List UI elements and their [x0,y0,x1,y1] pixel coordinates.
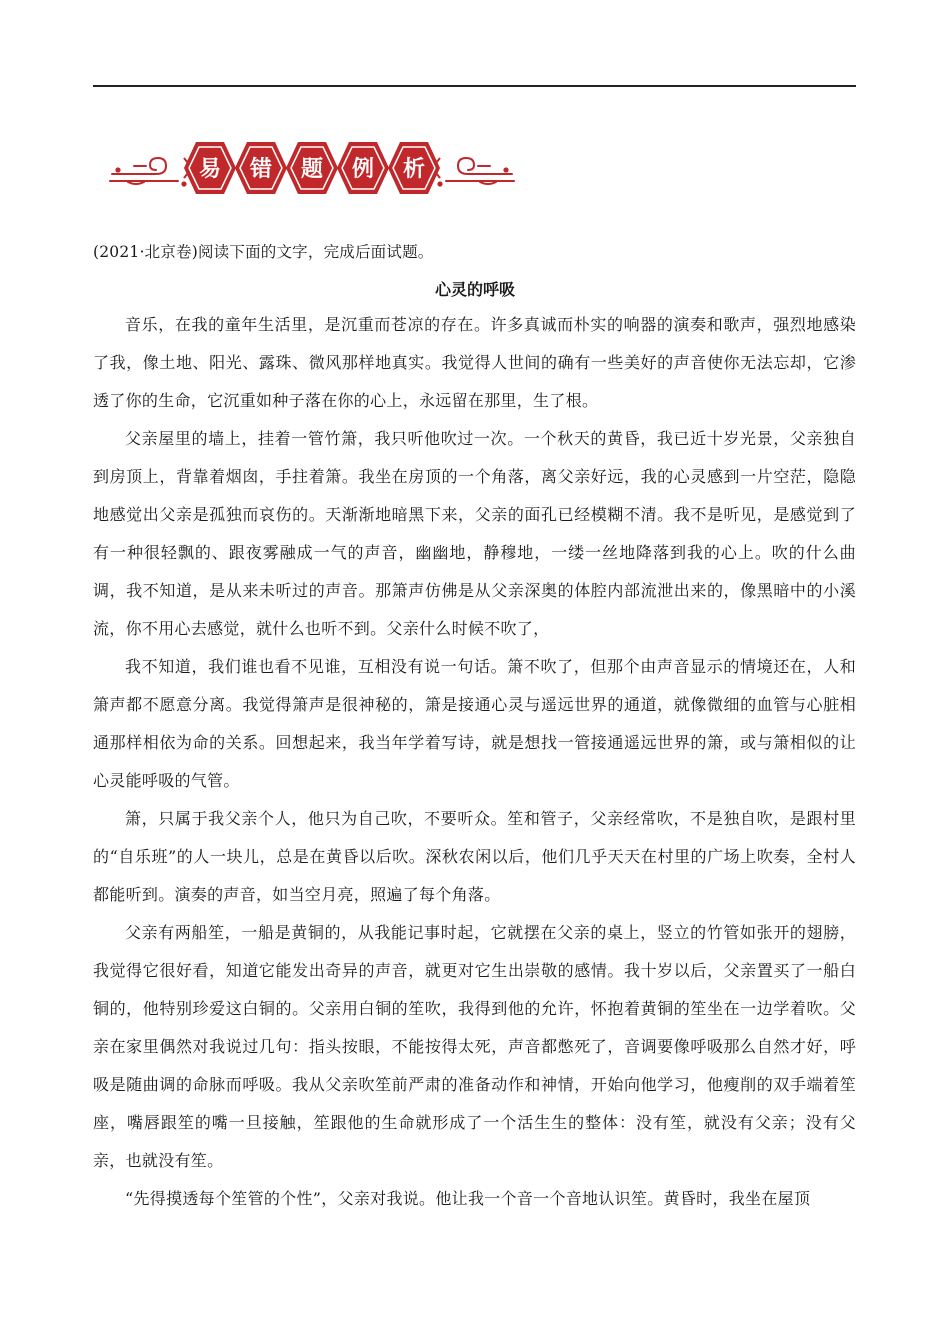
article-paragraph: “先得摸透每个笙管的个性”，父亲对我说。他让我一个音一个音地认识笙。黄昏时，我坐在屋顶 [125,1189,811,1208]
left-scroll-ornament [110,158,186,186]
article-paragraph: 箫，只属于我父亲个人，他只为自己吹，不要听众。笙和管子，父亲经常吹，不是独自吹，是跟村里的“自乐班”的人一块儿，总是在黄昏以后吹。深秋农闲以后，他们几乎天天在村里的广场上吹奏，全村人都能听到。演奏的声音，如当空月亮，照遍了每个角落。 [93,809,856,904]
article-paragraph: 父亲屋里的墙上，挂着一管竹箫，我只听他吹过一次。一个秋天的黄昏，我已近十岁光景，父亲独自到房顶上，背靠着烟囱，手拄着箫。我坐在房顶的一个角落，离父亲好远，我的心灵感到一片空茫，隐隐地感觉出父亲是孤独而哀伤的。天渐渐地暗黑下来，父亲的面孔已经模糊不清。我不是听见，是感觉到了有一种很轻飘的、跟夜雾融成一气的声音，幽幽地，静穆地，一缕一丝地降落到我的心上。吹的什么曲调，我不知道，是从来未听过的声音。那箫声仿佛是从父亲深奥的体腔内部流泄出来的，像黑暗中的小溪流，你不用心去感觉，就什么也听不到。父亲什么时候不吹了， [93,429,856,638]
banner-char: 错 [249,157,273,182]
banner-char: 例 [351,157,375,182]
right-scroll-ornament [438,158,514,186]
banner-char: 易 [198,157,222,182]
article-body [93,306,856,1218]
banner-char: 题 [300,157,324,182]
section-banner [106,138,518,198]
article-paragraph: 父亲有两船笙，一船是黄铜的，从我能记事时起，它就摆在父亲的桌上，竖立的竹管如张开的翅膀，我觉得它很好看，知道它能发出奇异的声音，就更对它生出崇敬的感情。我十岁以后，父亲置买了一船白铜的，他特别珍爱这白铜的。父亲用白铜的笙吹，我得到他的允许，怀抱着黄铜的笙坐在一边学着吹。父亲在家里偶然对我说过几句：指头按眼，不能按得太死，声音都憋死了，音调要像呼吸那么自然才好，呼吸是随曲调的命脉而呼吸。我从父亲吹笙前严肃的准备动作和神情，开始向他学习，他瘦削的双手端着笙座，嘴唇跟笙的嘴一旦接触，笙跟他的生命就形成了一个活生生的整体：没有笙，就没有父亲；没有父亲，也就没有笙。 [93,923,856,1170]
article-paragraph: 我不知道，我们谁也看不见谁，互相没有说一句话。箫不吹了，但那个由声音显示的情境还在，人和箫声都不愿意分离。我觉得箫声是很神秘的，箫是接通心灵与遥远世界的通道，就像微细的血管与心脏相通那样相依为命的关系。回想起来，我当年学着写诗，就是想找一管接通遥远世界的箫，或与箫相似的让心灵能呼吸的气管。 [93,657,856,790]
article-paragraph: 音乐，在我的童年生活里，是沉重而苍凉的存在。许多真诚而朴实的响器的演奏和歌声，强烈地感染了我，像土地、阳光、露珠、微风那样地真实。我觉得人世间的确有一些美好的声音使你无法忘却，它渗透了你的生命，它沉重如种子落在你的心上，永远留在那里，生了根。 [93,315,856,410]
banner-char: 析 [402,157,426,182]
question-source: (2021·北京卷)阅读下面的文字，完成后面试题。 [93,243,434,261]
banner-ornament [106,138,518,198]
article-title: 心灵的呼吸 [434,280,515,299]
header-rule [93,85,856,87]
